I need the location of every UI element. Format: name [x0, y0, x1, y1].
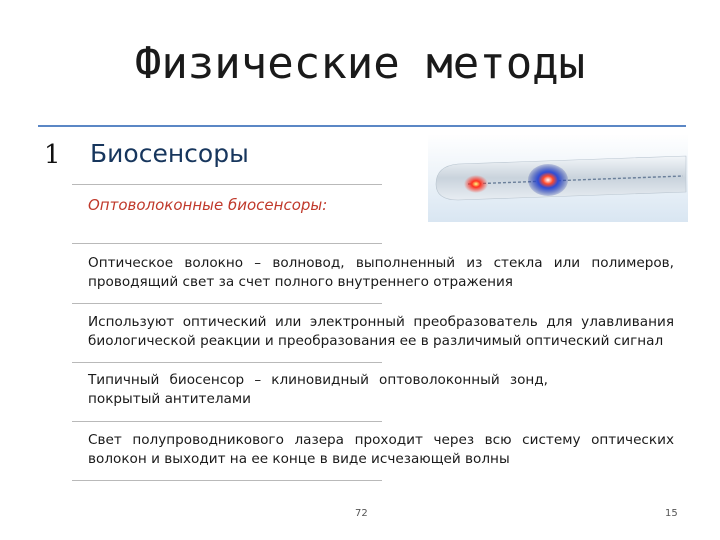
divider-5: [72, 421, 382, 422]
footer-page-center: 72: [355, 508, 368, 519]
divider-6: [72, 480, 382, 481]
list-number: 1: [44, 140, 61, 170]
paragraph-definition: Оптическое волокно – волновод, выполненный из стекла или полимеров, проводящий свет за счет полного внутреннего отражения: [88, 255, 674, 290]
paragraph-typical-sensor: Типичный биосенсор – клиновидный оптоволоконный зонд, покрытый антителами: [88, 372, 548, 407]
divider-3: [72, 303, 382, 304]
optical-fiber-image: [428, 134, 688, 222]
section-heading: Биосенсоры: [90, 139, 249, 168]
divider-4: [72, 362, 382, 363]
divider-1: [72, 184, 382, 185]
divider-2: [72, 243, 382, 244]
title-divider: [38, 125, 686, 127]
paragraph-laser: Свет полупроводникового лазера проходит через всю систему оптических волокон и выходит на ее конце в виде исчезающей волны: [88, 432, 674, 467]
slide-title: Физические методы: [134, 38, 586, 89]
footer-slide-number: 15: [665, 508, 678, 519]
subheading: Оптоволоконные биосенсоры:: [88, 196, 328, 214]
paragraph-transducer: Используют оптический или электронный преобразователь для улавливания биологической реакции и преобразования ее в различимый оптический сигнал: [88, 314, 674, 349]
